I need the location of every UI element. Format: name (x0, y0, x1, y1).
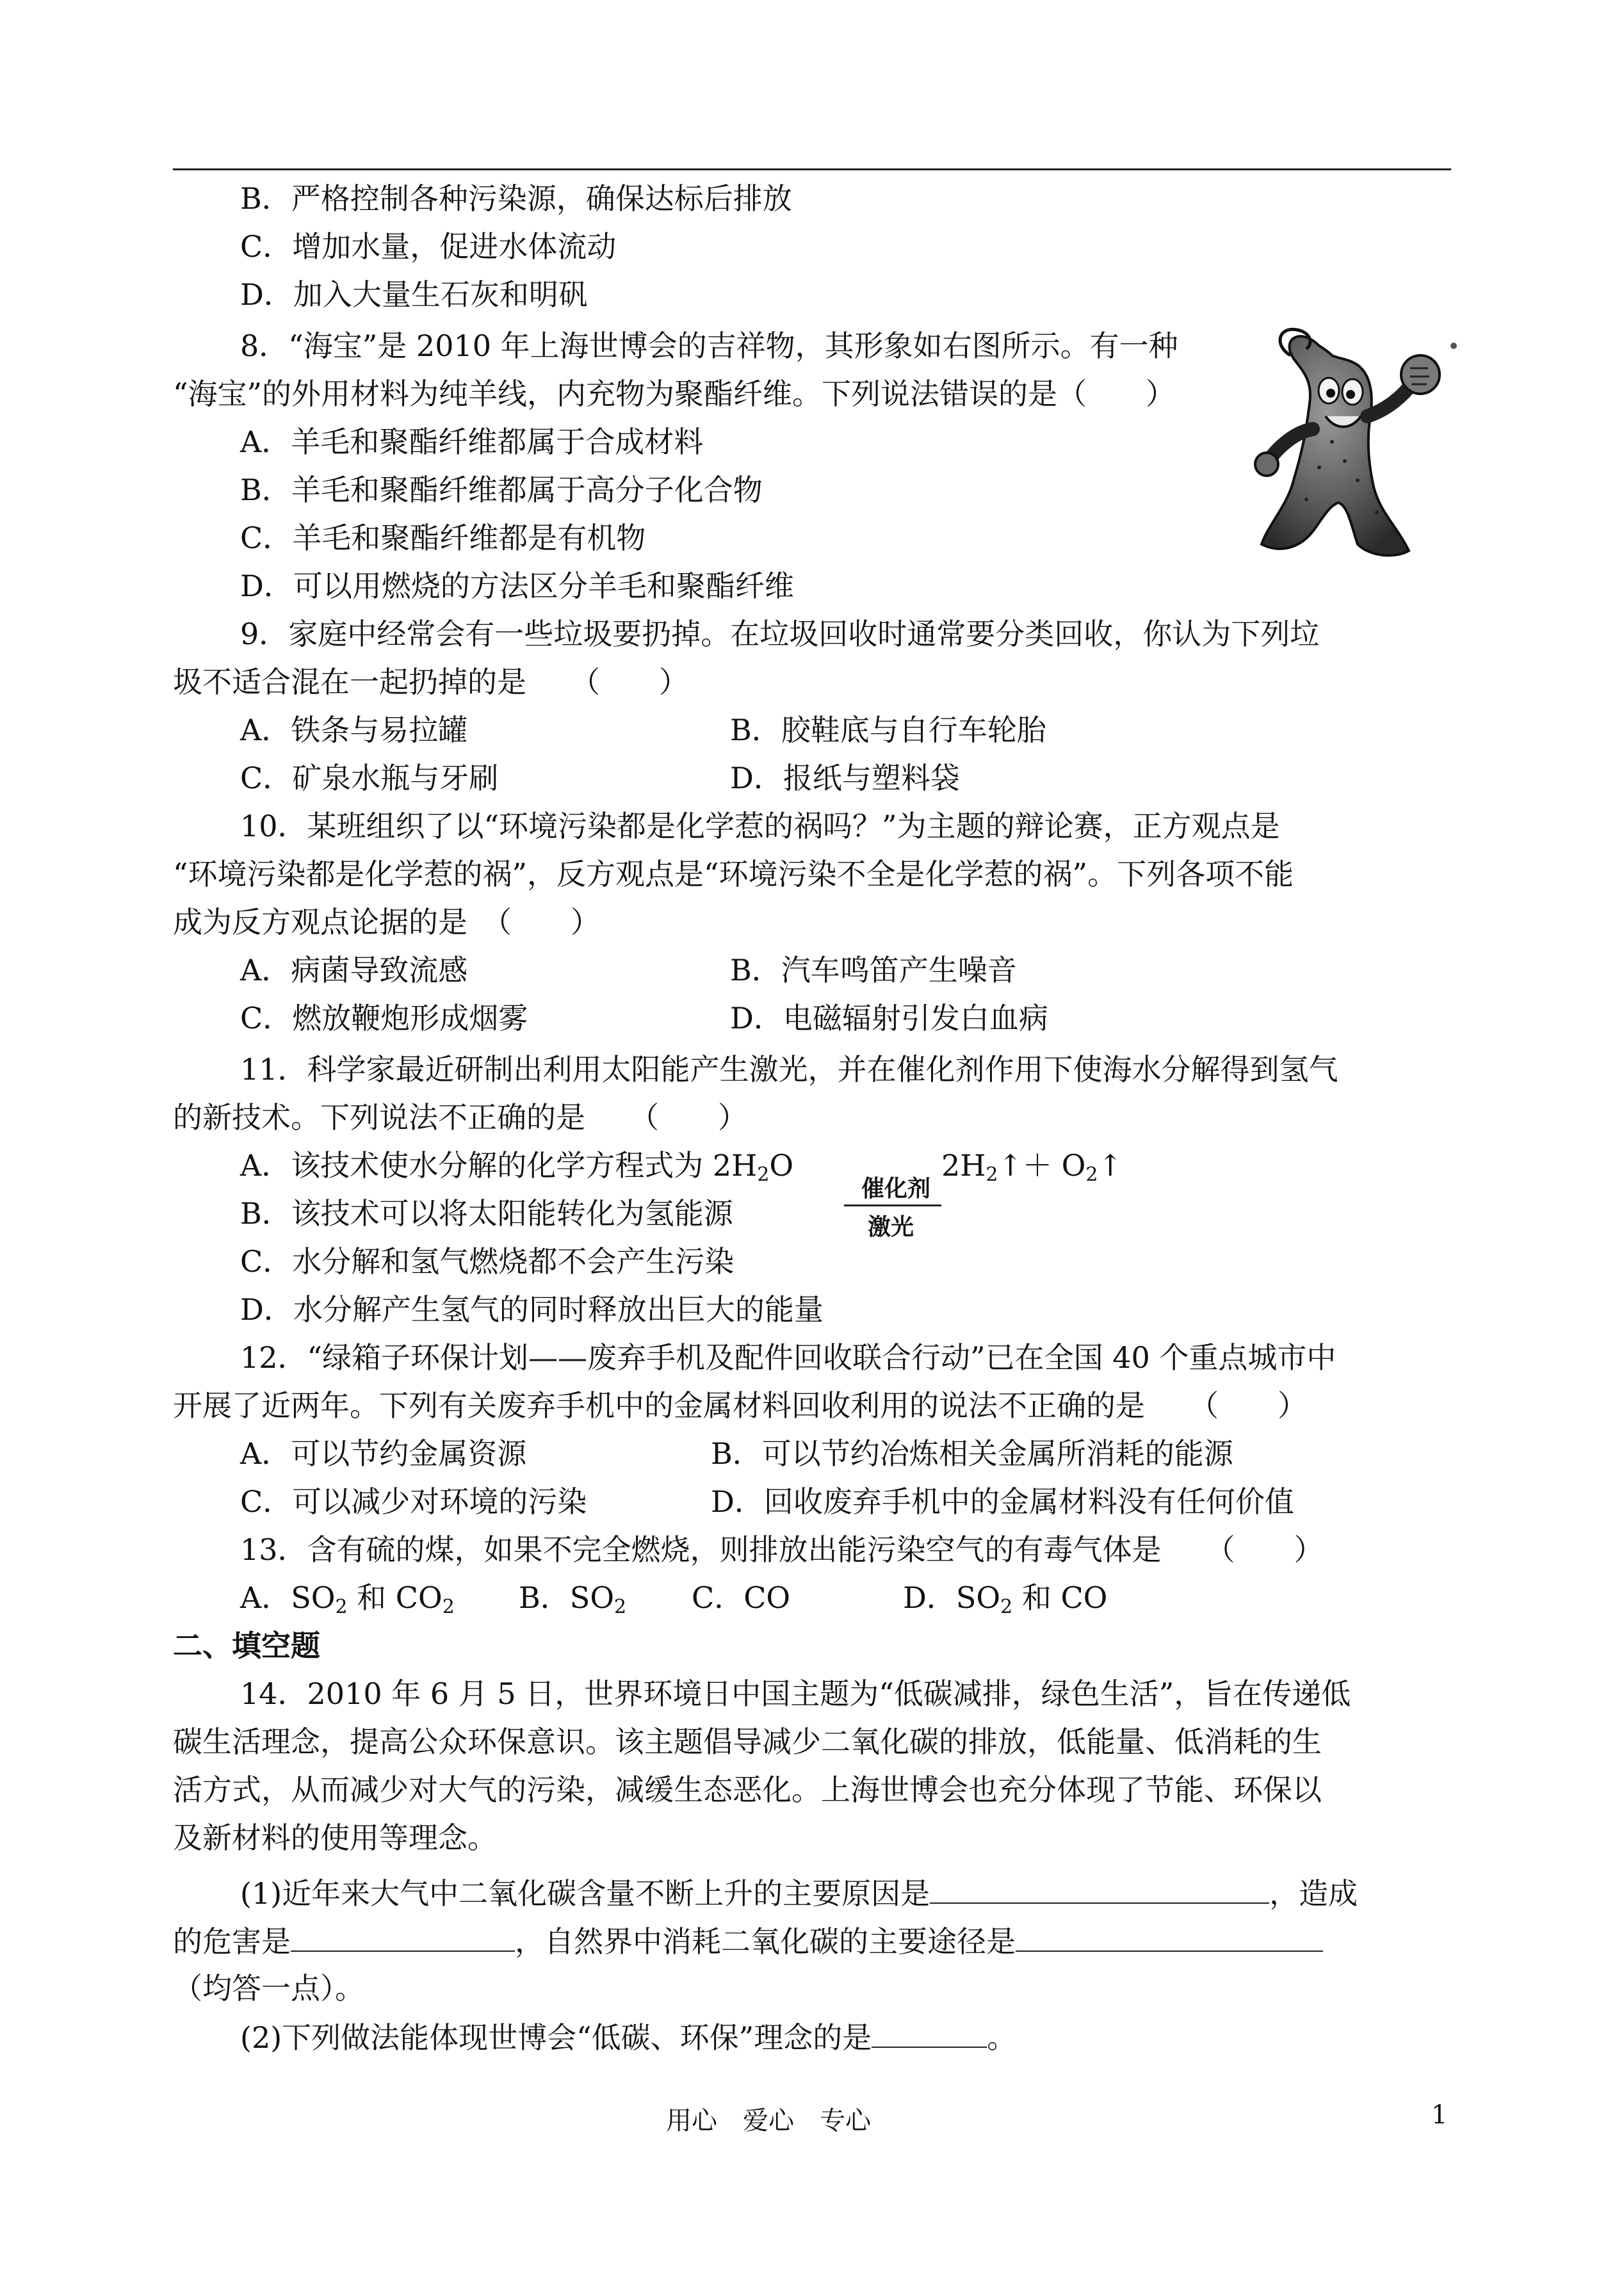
q14-part1-line2: 的危害是 ，自然界中消耗二氧化碳的主要途径是 (173, 1921, 1323, 1961)
equation-products: $2H_2↑+$ $O_2↑$ (941, 1148, 1123, 1186)
q12-option-d: D．回收废弃手机中的金属材料没有任何价值 (711, 1484, 1294, 1519)
q11-option-d: D．水分解产生氢气的同时释放出巨大的能量 (240, 1292, 824, 1327)
q8-stem-line1: 8．“海宝”是 2010 年上海世博会的吉祥物，其形象如右图所示。有一种 (240, 328, 1178, 363)
answer-blank-cause[interactable] (930, 1873, 1269, 1904)
q13-option-d: D．$SO_2$ 和 CO (903, 1580, 1108, 1618)
q10-stem-line3: 成为反方观点论据的是 （ ） (173, 905, 600, 939)
q11-option-c: C．水分解和氢气燃烧都不会产生污染 (240, 1244, 735, 1279)
q12-stem-line2: 开展了近两年。下列有关废弃手机中的金属材料回收利用的说法不正确的是 （ ） (173, 1388, 1307, 1423)
answer-blank-harm[interactable] (291, 1921, 515, 1952)
q13-option-b: B．$SO_2$ (519, 1580, 627, 1618)
q14-stem-line3: 活方式，从而减少对大气的污染，减缓生态恶化。上海世博会也充分体现了节能、环保以 (173, 1772, 1322, 1807)
header-rule (173, 168, 1451, 170)
q11-stem-line1: 11．科学家最近研制出利用太阳能产生激光，并在催化剂作用下使海水分解得到氢气 (240, 1052, 1338, 1087)
q11-stem-line2: 的新技术。下列说法不正确的是 （ ） (173, 1100, 747, 1135)
q8-stem-line2: “海宝”的外用材料为纯羊线，内充物为聚酯纤维。下列说法错误的是（ ） (173, 377, 1176, 411)
equation-condition-label: 激光 (868, 1213, 914, 1240)
q10-option-b: B．汽车鸣笛产生噪音 (730, 953, 1017, 987)
q8-option-c: C．羊毛和聚酯纤维都是有机物 (240, 521, 646, 555)
q12-option-c: C．可以减少对环境的污染 (240, 1484, 587, 1519)
q7-option-b: B．严格控制各种污染源，确保达标后排放 (240, 181, 792, 216)
q10-option-d: D．电磁辐射引发白血病 (730, 1001, 1048, 1035)
q9-option-d: D．报纸与塑料袋 (730, 761, 960, 795)
q14-part1-line1: (1)近年来大气中二氧化碳含量不断上升的主要原因是 ，造成 (240, 1873, 1358, 1913)
page-number: 1 (1431, 2100, 1448, 2130)
answer-blank-choice[interactable] (872, 2017, 987, 2048)
q9-option-b: B．胶鞋底与自行车轮胎 (730, 713, 1046, 747)
q14-part2: (2)下列做法能体现世博会“低碳、环保”理念的是 。 (240, 2017, 1016, 2057)
q13-option-c: C．CO (692, 1580, 791, 1615)
section-heading: 二、填空题 (173, 1628, 320, 1663)
q12-option-b: B．可以节约冶炼相关金属所消耗的能源 (711, 1436, 1233, 1471)
answer-blank-consumption[interactable] (1016, 1921, 1323, 1952)
q10-stem-line2: “环境污染都是化学惹的祸”，反方观点是“环境污染不全是化学惹的祸”。下列各项不能 (173, 857, 1294, 891)
q14-stem-line2: 碳生活理念，提高公众环保意识。该主题倡导减少二氧化碳的排放，低能量、低消耗的生 (173, 1724, 1322, 1759)
q7-option-c: C．增加水量，促进水体流动 (240, 229, 617, 264)
q8-option-d: D．可以用燃烧的方法区分羊毛和聚酯纤维 (240, 569, 794, 603)
q8-option-b: B．羊毛和聚酯纤维都属于高分子化合物 (240, 473, 763, 507)
q7-option-d: D．加入大量生石灰和明矾 (240, 277, 588, 312)
footer-motto: 用心 爱心 专心 (666, 2106, 871, 2136)
q13-stem: 13．含有硫的煤，如果不完全燃烧，则排放出能污染空气的有毒气体是 （ ） (240, 1532, 1324, 1567)
q9-stem-line2: 圾不适合混在一起扔掉的是 （ ） (173, 665, 688, 699)
q9-option-a: A．铁条与易拉罐 (240, 713, 468, 747)
q11-option-b: B．该技术可以将太阳能转化为氢能源 (240, 1196, 733, 1231)
q10-option-c: C．燃放鞭炮形成烟雾 (240, 1001, 528, 1035)
q9-option-c: C．矿泉水瓶与牙刷 (240, 761, 499, 795)
equation-catalyst-label: 催化剂 (861, 1175, 931, 1202)
q13-option-a: A．$SO_2$ 和 $CO_2$ (240, 1580, 455, 1618)
q9-stem-line1: 9．家庭中经常会有一些垃圾要扔掉。在垃圾回收时通常要分类回收，你认为下列垃 (240, 617, 1320, 651)
q8-option-a: A．羊毛和聚酯纤维都属于合成材料 (240, 425, 704, 459)
haibao-mascot-image (1242, 320, 1460, 570)
q11-option-a: A．该技术使水分解的化学方程式为 $2H_2O$ (240, 1148, 794, 1186)
q10-stem-line1: 10．某班组织了以“环境污染都是化学惹的祸吗？”为主题的辩论赛，正方观点是 (240, 809, 1280, 843)
q14-stem-line4: 及新材料的使用等理念。 (173, 1821, 497, 1855)
q10-option-a: A．病菌导致流感 (240, 953, 468, 987)
q12-option-a: A．可以节约金属资源 (240, 1436, 527, 1471)
q12-stem-line1: 12．“绿箱子环保计划——废弃手机及配件回收联合行动”已在全国 40 个重点城市中 (240, 1340, 1336, 1375)
q14-part1-line3: （均答一点）。 (173, 1971, 364, 2006)
q14-stem-line1: 14．2010 年 6 月 5 日，世界环境日中国主题为“低碳减排，绿色生活”，旨在传递低 (240, 1676, 1351, 1711)
equation-arrow-line (844, 1204, 941, 1206)
